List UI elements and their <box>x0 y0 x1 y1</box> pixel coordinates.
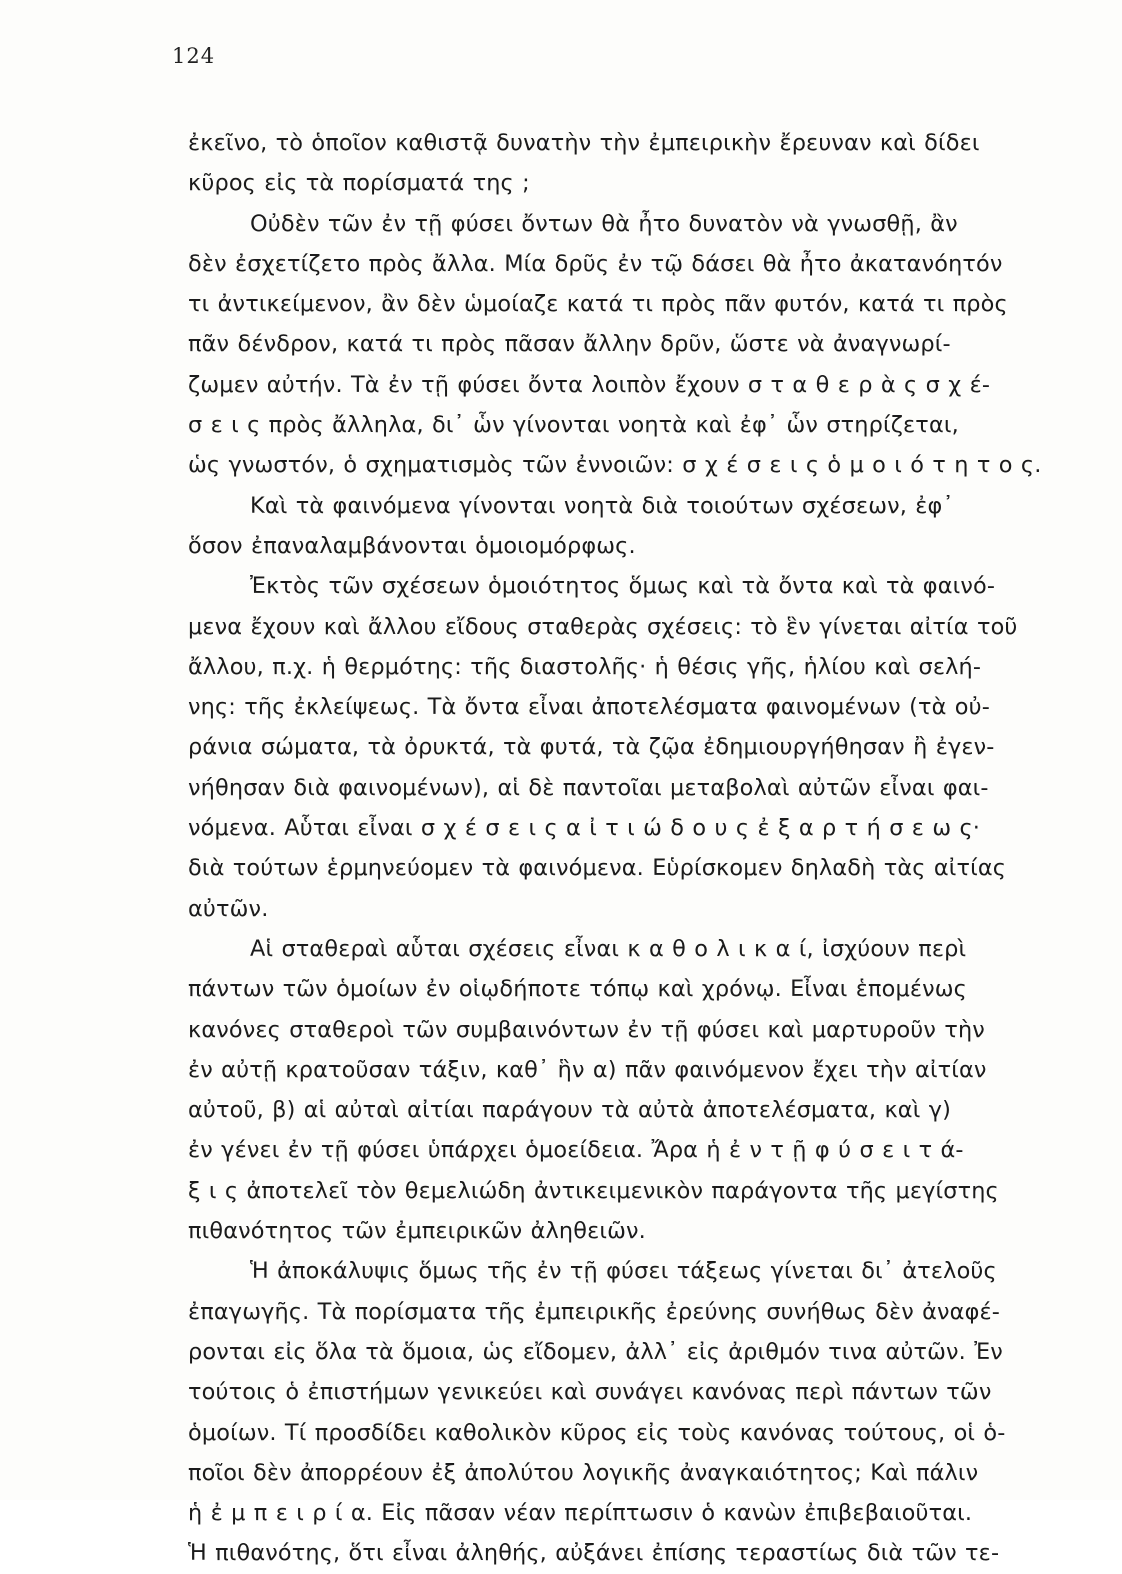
text-line: ἄλλου, π.χ. ἡ θερμότης: τῆς διαστολῆς· ἡ θέσις γῆς, ἡλίου καὶ σελή- <box>188 653 982 680</box>
text-line: ποῖοι δὲν ἀπορρέουν ἐξ ἀπολύτου λογικῆς ἀναγκαιότητος; Καὶ πάλιν <box>188 1459 979 1486</box>
text-line: πάντων τῶν ὁμοίων ἐν οἱῳδήποτε τόπῳ καὶ χρόνῳ. Εἶναι ἑπομένως <box>188 976 967 1003</box>
text-line: τι ἀντικείμενον, ἂν δὲν ὡμοίαζε κατά τι πρὸς πᾶν φυτόν, κατά τι πρὸς <box>188 291 1008 318</box>
text-line: ἐν γένει ἐν τῇ φύσει ὑπάρχει ὁμοείδεια. Ἄρα ἡ ἐ ν τ ῇ φ ύ σ ε ι τ ά- <box>188 1137 964 1164</box>
text-line: νόμενα. Αὗται εἶναι σ χ έ σ ε ι ς α ἰ τ ι ώ δ ο υ ς ἐ ξ α ρ τ ή σ ε ω ς· <box>188 815 981 842</box>
paragraph-start-line: Οὐδὲν τῶν ἐν τῇ φύσει ὄντων θὰ ἦτο δυνατὸν νὰ γνωσθῇ, ἂν <box>250 210 958 237</box>
text-line: ὡς γνωστόν, ὁ σχηματισμὸς τῶν ἐννοιῶν: σ χ έ σ ε ι ς ὁ μ ο ι ό τ η τ ο ς. <box>188 452 1042 479</box>
text-line: ρονται εἰς ὅλα τὰ ὅμοια, ὡς εἴδομεν, ἀλλ᾽ εἰς ἀριθμόν τινα αὐτῶν. Ἐν <box>188 1338 1003 1365</box>
text-line: ἡ ἐ μ π ε ι ρ ί α. Εἰς πᾶσαν νέαν περίπτωσιν ὁ κανὼν ἐπιβεβαιοῦται. <box>188 1500 973 1527</box>
text-line: νήθησαν διὰ φαινομένων), αἱ δὲ παντοῖαι μεταβολαὶ αὐτῶν εἶναι φαι- <box>188 774 989 801</box>
page-number: 124 <box>172 44 216 68</box>
paragraph-start-line: Ἐκτὸς τῶν σχέσεων ὁμοιότητος ὅμως καὶ τὰ ὄντα καὶ τὰ φαινό- <box>250 573 996 600</box>
text-line: αὐτῶν. <box>188 895 269 922</box>
body-text <box>188 123 1108 1574</box>
text-line: δὲν ἐσχετίζετο πρὸς ἄλλα. Μία δρῦς ἐν τῷ δάσει θὰ ἦτο ἀκατανόητόν <box>188 250 1003 277</box>
paragraph-start-line: Αἱ σταθεραὶ αὗται σχέσεις εἶναι κ α θ ο λ ι κ α ί, ἰσχύουν περὶ <box>250 935 967 962</box>
paragraph-start-line: Καὶ τὰ φαινόμενα γίνονται νοητὰ διὰ τοιούτων σχέσεων, ἐφ᾽ <box>250 492 954 519</box>
text-line: ὁμοίων. Τί προσδίδει καθολικὸν κῦρος εἰς τοὺς κανόνας τούτους, οἱ ὁ- <box>188 1419 1006 1446</box>
paragraph-start-line: Ἡ ἀποκάλυψις ὅμως τῆς ἐν τῇ φύσει τάξεως γίνεται δι᾽ ἀτελοῦς <box>250 1258 997 1285</box>
text-line: αὐτοῦ, β) αἱ αὐταὶ αἰτίαι παράγουν τὰ αὐτὰ ἀποτελέσματα, καὶ γ) <box>188 1097 951 1124</box>
text-line: κανόνες σταθεροὶ τῶν συμβαινόντων ἐν τῇ φύσει καὶ μαρτυροῦν τὴν <box>188 1016 985 1043</box>
text-line: ἐν αὐτῇ κρατοῦσαν τάξιν, καθ᾽ ἣν α) πᾶν φαινόμενον ἔχει τὴν αἰτίαν <box>188 1056 987 1083</box>
text-line: τούτοις ὁ ἐπιστήμων γενικεύει καὶ συνάγει κανόνας περὶ πάντων τῶν <box>188 1379 992 1406</box>
text-line: πιθανότητος τῶν ἐμπειρικῶν ἀληθειῶν. <box>188 1218 646 1245</box>
text-line: ἐκεῖνο, τὸ ὁποῖον καθιστᾷ δυνατὴν τὴν ἐμπειρικὴν ἔρευναν καὶ δίδει <box>188 130 980 156</box>
text-line: ζωμεν αὐτήν. Τὰ ἐν τῇ φύσει ὄντα λοιπὸν ἔχουν σ τ α θ ε ρ ὰ ς σ χ έ- <box>188 371 991 398</box>
text-line: ὅσον ἐπαναλαμβάνονται ὁμοιομόρφως. <box>188 532 636 559</box>
text-line: μενα ἔχουν καὶ ἄλλου εἴδους σταθερὰς σχέσεις: τὸ ἓν γίνεται αἰτία τοῦ <box>188 613 1018 640</box>
text-line: ξ ι ς ἀποτελεῖ τὸν θεμελιώδη ἀντικειμενικὸν παράγοντα τῆς μεγίστης <box>188 1177 999 1204</box>
text-line: σ ε ι ς πρὸς ἄλληλα, δι᾽ ὧν γίνονται νοητὰ καὶ ἐφ᾽ ὧν στηρίζεται, <box>188 412 959 439</box>
text-line: κῦρος εἰς τὰ πορίσματά της ; <box>188 170 530 197</box>
text-line: διὰ τούτων ἑρμηνεύομεν τὰ φαινόμενα. Εὑρίσκομεν δηλαδὴ τὰς αἰτίας <box>188 855 1007 882</box>
text-line: ἐπαγωγῆς. Τὰ πορίσματα τῆς ἐμπειρικῆς ἐρεύνης συνήθως δὲν ἀναφέ- <box>188 1298 1000 1325</box>
text-line: Ἡ πιθανότης, ὅτι εἶναι ἀληθής, αὐξάνει ἐπίσης τεραστίως διὰ τῶν τε- <box>188 1540 1000 1567</box>
text-line: ράνια σώματα, τὰ ὀρυκτά, τὰ φυτά, τὰ ζῷα ἐδημιουργήθησαν ἢ ἐγεν- <box>188 734 995 761</box>
text-line: πᾶν δένδρον, κατά τι πρὸς πᾶσαν ἄλλην δρῦν, ὥστε νὰ ἀναγνωρί- <box>188 331 951 358</box>
text-line: νης: τῆς ἐκλείψεως. Τὰ ὄντα εἶναι ἀποτελέσματα φαινομένων (τὰ οὐ- <box>188 694 990 721</box>
